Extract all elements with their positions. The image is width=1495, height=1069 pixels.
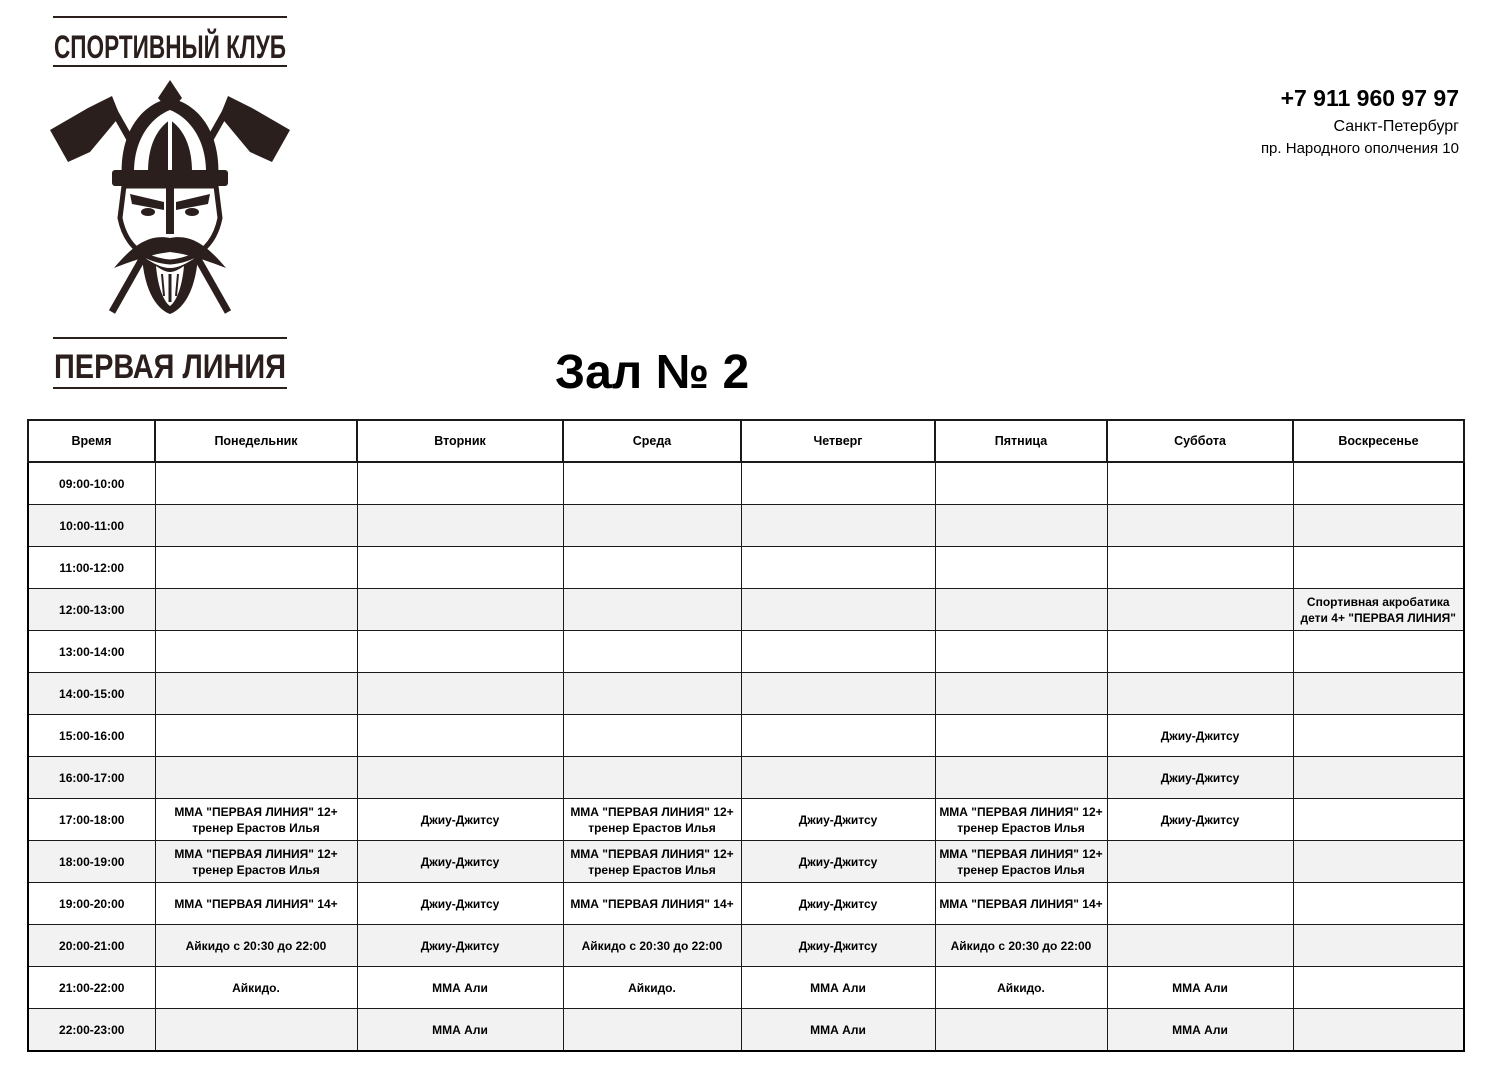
class-cell [357, 547, 563, 589]
class-cell: ММА "ПЕРВАЯ ЛИНИЯ" 12+ тренер Ерастов Илья [563, 799, 741, 841]
class-cell: ММА "ПЕРВАЯ ЛИНИЯ" 14+ [563, 883, 741, 925]
class-cell: ММА "ПЕРВАЯ ЛИНИЯ" 12+ тренер Ерастов Илья [155, 799, 357, 841]
table-row [28, 715, 1464, 757]
class-cell [563, 462, 741, 505]
class-cell [935, 462, 1107, 505]
logo-top-text: СПОРТИВНЫЙ КЛУБ [54, 29, 286, 65]
time-slot-cell: 21:00-22:00 [28, 967, 155, 1009]
class-cell [357, 715, 563, 757]
class-cell [155, 715, 357, 757]
table-row [28, 547, 1464, 589]
class-cell [1293, 505, 1464, 547]
time-slot-cell: 10:00-11:00 [28, 505, 155, 547]
class-cell: Айкидо. [563, 967, 741, 1009]
class-cell: ММА "ПЕРВАЯ ЛИНИЯ" 12+ тренер Ерастов Илья [935, 841, 1107, 883]
table-row [28, 631, 1464, 673]
class-cell [155, 1009, 357, 1052]
class-cell: ММА "ПЕРВАЯ ЛИНИЯ" 14+ [935, 883, 1107, 925]
time-slot-cell: 09:00-10:00 [28, 462, 155, 505]
class-cell: Джиу-Джитсу [741, 925, 935, 967]
column-header: Суббота [1107, 420, 1293, 462]
class-cell: Джиу-Джитсу [1107, 715, 1293, 757]
column-header: Воскресенье [1293, 420, 1464, 462]
class-cell: ММА Али [1107, 967, 1293, 1009]
class-cell [563, 673, 741, 715]
class-cell [1293, 1009, 1464, 1052]
class-cell [935, 547, 1107, 589]
class-cell [357, 505, 563, 547]
class-cell [1293, 799, 1464, 841]
column-header: Время [28, 420, 155, 462]
class-cell [155, 631, 357, 673]
time-slot-cell: 13:00-14:00 [28, 631, 155, 673]
class-cell [935, 673, 1107, 715]
class-cell [1293, 883, 1464, 925]
time-slot-cell: 16:00-17:00 [28, 757, 155, 799]
contacts-block [1261, 84, 1459, 160]
class-cell [741, 631, 935, 673]
column-header: Пятница [935, 420, 1107, 462]
class-cell [357, 757, 563, 799]
class-cell [741, 505, 935, 547]
class-cell [1293, 673, 1464, 715]
table-row [28, 1009, 1464, 1052]
class-cell [1107, 673, 1293, 715]
class-cell: ММА Али [357, 967, 563, 1009]
class-cell: Джиу-Джитсу [357, 883, 563, 925]
class-cell: Айкидо. [155, 967, 357, 1009]
class-cell: Джиу-Джитсу [357, 799, 563, 841]
time-slot-cell: 11:00-12:00 [28, 547, 155, 589]
class-cell: Джиу-Джитсу [357, 925, 563, 967]
header-row [28, 420, 1464, 462]
class-cell: ММА Али [1107, 1009, 1293, 1052]
class-cell [563, 1009, 741, 1052]
schedule-body [28, 462, 1464, 1051]
table-row [28, 462, 1464, 505]
class-cell: Джиу-Джитсу [1107, 799, 1293, 841]
class-cell: ММА "ПЕРВАЯ ЛИНИЯ" 12+ тренер Ерастов Илья [155, 841, 357, 883]
table-row [28, 925, 1464, 967]
class-cell [155, 589, 357, 631]
class-cell [563, 505, 741, 547]
table-row [28, 673, 1464, 715]
class-cell [935, 1009, 1107, 1052]
class-cell [1293, 547, 1464, 589]
column-header: Понедельник [155, 420, 357, 462]
schedule-table [27, 419, 1465, 1052]
class-cell [155, 757, 357, 799]
table-row [28, 589, 1464, 631]
schedule-header [28, 420, 1464, 462]
class-cell: ММА Али [357, 1009, 563, 1052]
class-cell [1107, 589, 1293, 631]
class-cell [741, 462, 935, 505]
class-cell: Джиу-Джитсу [741, 883, 935, 925]
table-row [28, 799, 1464, 841]
time-slot-cell: 14:00-15:00 [28, 673, 155, 715]
class-cell [935, 505, 1107, 547]
hall-title: Зал № 2 [555, 346, 750, 399]
class-cell: Джиу-Джитсу [1107, 757, 1293, 799]
class-cell [935, 715, 1107, 757]
class-cell: Айкидо с 20:30 до 22:00 [563, 925, 741, 967]
class-cell [1107, 841, 1293, 883]
class-cell [1107, 505, 1293, 547]
table-row [28, 505, 1464, 547]
class-cell [1107, 462, 1293, 505]
class-cell [155, 547, 357, 589]
class-cell: Айкидо с 20:30 до 22:00 [935, 925, 1107, 967]
class-cell [1107, 547, 1293, 589]
class-cell: ММА "ПЕРВАЯ ЛИНИЯ" 12+ тренер Ерастов Илья [563, 841, 741, 883]
time-slot-cell: 17:00-18:00 [28, 799, 155, 841]
class-cell [155, 505, 357, 547]
class-cell [741, 715, 935, 757]
class-cell: Джиу-Джитсу [357, 841, 563, 883]
class-cell [935, 589, 1107, 631]
class-cell [563, 589, 741, 631]
table-row [28, 757, 1464, 799]
table-row [28, 841, 1464, 883]
class-cell: ММА "ПЕРВАЯ ЛИНИЯ" 12+ тренер Ерастов Илья [935, 799, 1107, 841]
class-cell [1293, 715, 1464, 757]
class-cell [155, 673, 357, 715]
class-cell [155, 462, 357, 505]
class-cell [935, 757, 1107, 799]
class-cell [357, 462, 563, 505]
class-cell [741, 547, 935, 589]
class-cell [1107, 883, 1293, 925]
club-logo [50, 12, 290, 392]
time-slot-cell: 22:00-23:00 [28, 1009, 155, 1052]
class-cell [1107, 925, 1293, 967]
class-cell: Джиу-Джитсу [741, 799, 935, 841]
time-slot-cell: 12:00-13:00 [28, 589, 155, 631]
class-cell [1107, 631, 1293, 673]
address: пр. Народного ополчения 10 [1260, 140, 1459, 157]
phone-number: +7 911 960 97 97 [1280, 85, 1459, 111]
class-cell: ММА Али [741, 1009, 935, 1052]
class-cell [563, 631, 741, 673]
class-cell [357, 631, 563, 673]
class-cell [935, 631, 1107, 673]
class-cell [741, 589, 935, 631]
time-slot-cell: 19:00-20:00 [28, 883, 155, 925]
class-cell [1293, 841, 1464, 883]
class-cell: Джиу-Джитсу [741, 841, 935, 883]
class-cell [1293, 967, 1464, 1009]
class-cell: Спортивная акробатика дети 4+ "ПЕРВАЯ ЛИНИЯ" [1293, 589, 1464, 631]
class-cell: Айкидо. [935, 967, 1107, 1009]
class-cell [1293, 925, 1464, 967]
column-header: Среда [563, 420, 741, 462]
logo-bottom-text: ПЕРВАЯ ЛИНИЯ [54, 348, 286, 386]
class-cell [741, 757, 935, 799]
class-cell [563, 715, 741, 757]
table-row [28, 883, 1464, 925]
class-cell: ММА "ПЕРВАЯ ЛИНИЯ" 14+ [155, 883, 357, 925]
class-cell [1293, 462, 1464, 505]
time-slot-cell: 15:00-16:00 [28, 715, 155, 757]
class-cell [357, 673, 563, 715]
class-cell [1293, 631, 1464, 673]
class-cell [563, 547, 741, 589]
class-cell [741, 673, 935, 715]
time-slot-cell: 18:00-19:00 [28, 841, 155, 883]
class-cell [357, 589, 563, 631]
class-cell: Айкидо с 20:30 до 22:00 [155, 925, 357, 967]
class-cell [563, 757, 741, 799]
time-slot-cell: 20:00-21:00 [28, 925, 155, 967]
class-cell: ММА Али [741, 967, 935, 1009]
table-row [28, 967, 1464, 1009]
column-header: Вторник [357, 420, 563, 462]
column-header: Четверг [741, 420, 935, 462]
class-cell [1293, 757, 1464, 799]
city: Санкт-Петербург [1333, 118, 1459, 135]
